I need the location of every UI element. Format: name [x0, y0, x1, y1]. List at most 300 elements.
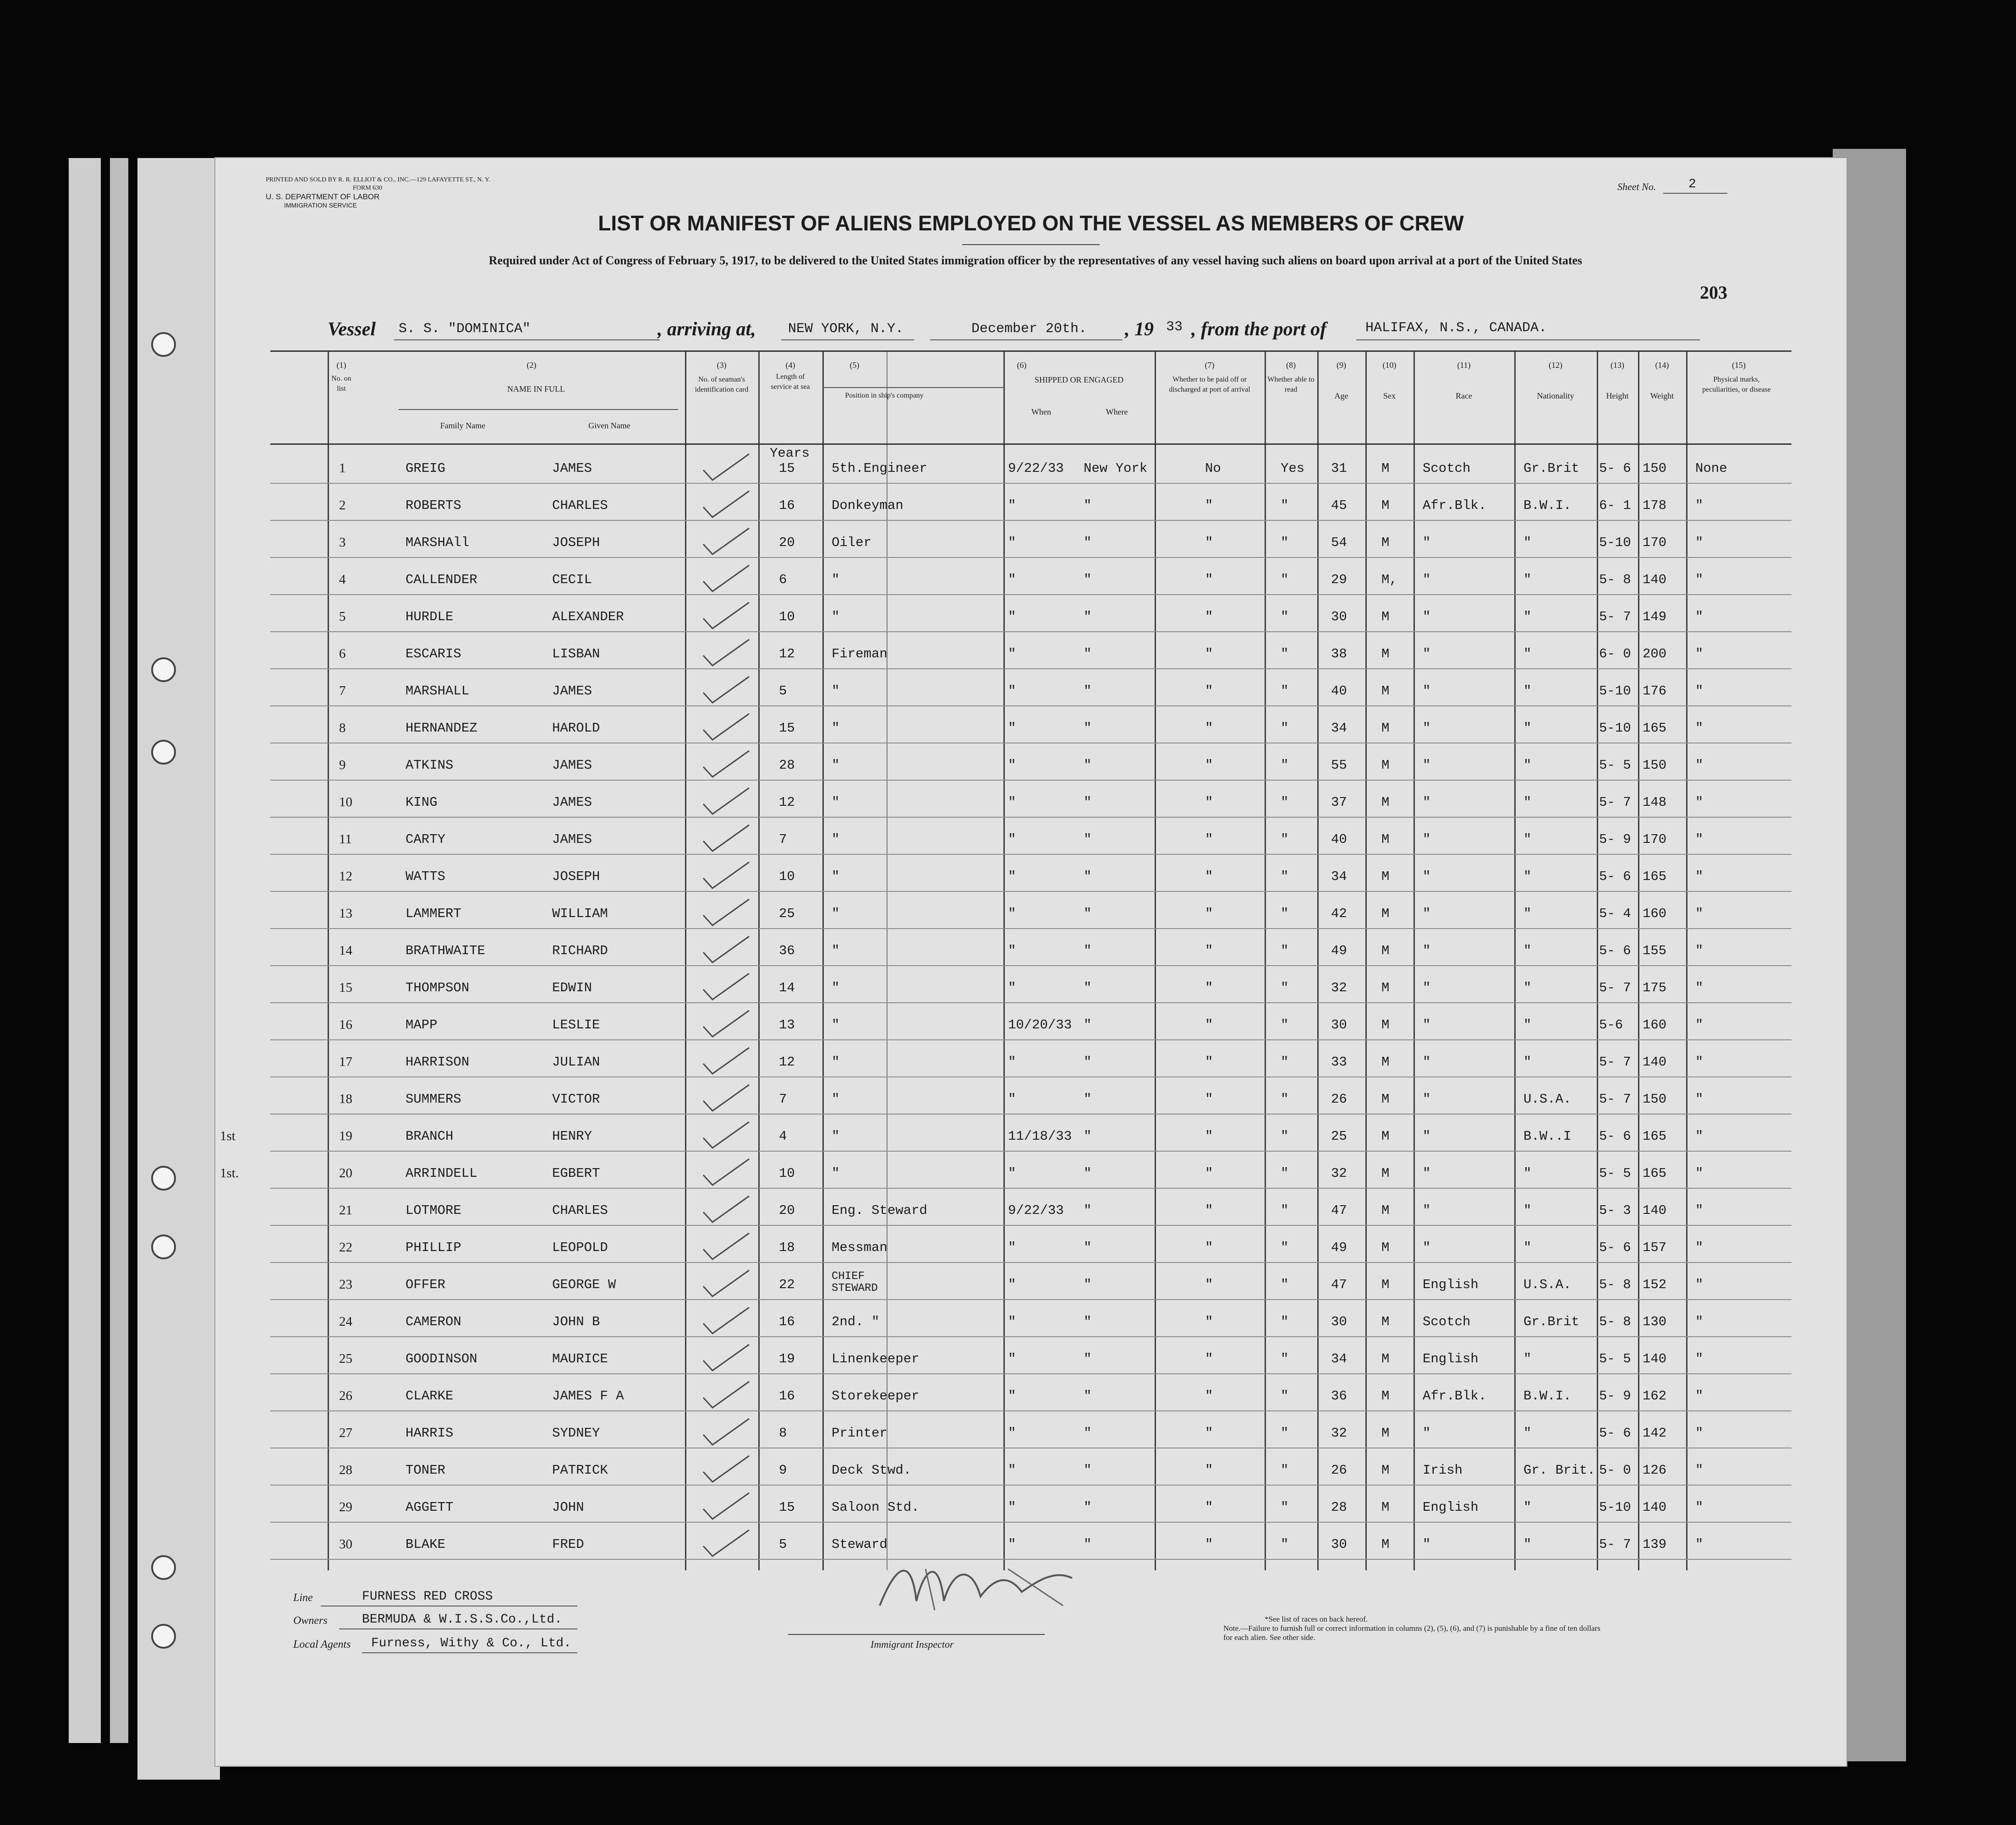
position: " — [832, 1055, 840, 1070]
given-name: CHARLES — [552, 1203, 608, 1218]
shipped-where: " — [1084, 980, 1092, 995]
check-mark-icon — [701, 1045, 751, 1077]
row-rule — [270, 668, 1791, 669]
row-rule — [270, 1151, 1791, 1152]
weight: 126 — [1643, 1463, 1667, 1478]
able-to-read: " — [1281, 498, 1289, 513]
weight: 140 — [1643, 1351, 1667, 1366]
position: " — [832, 1092, 840, 1107]
age: 33 — [1331, 1055, 1347, 1070]
col4-num: (4) — [785, 361, 795, 370]
row-rule — [270, 557, 1791, 558]
height: 5-10 — [1599, 683, 1631, 699]
weight: 165 — [1643, 721, 1667, 736]
col8-label: Whether able to read — [1267, 376, 1315, 393]
position: Oiler — [832, 535, 872, 550]
race: Scotch — [1423, 1314, 1471, 1329]
age: 47 — [1331, 1277, 1347, 1292]
given-name: PATRICK — [552, 1463, 608, 1478]
able-to-read: " — [1281, 1240, 1289, 1255]
service-years: 10 — [779, 609, 795, 624]
shipped-where: " — [1084, 869, 1092, 884]
able-to-read: Yes — [1281, 461, 1305, 476]
footer-owners-value: BERMUDA & W.I.S.S.Co.,Ltd. — [362, 1612, 562, 1627]
shipped-where: " — [1084, 1426, 1092, 1441]
inspector-label: Immigrant Inspector — [871, 1639, 954, 1650]
age: 30 — [1331, 1017, 1347, 1033]
paid-off: " — [1205, 683, 1213, 699]
row-rule — [270, 780, 1791, 781]
col2-given: Given Name — [588, 421, 630, 430]
row-number: 15 — [339, 980, 352, 995]
nationality: " — [1523, 1166, 1532, 1181]
service-years: 8 — [779, 1426, 787, 1441]
row-number: 4 — [339, 572, 346, 587]
race: Afr.Blk. — [1423, 498, 1487, 513]
service-years: 10 — [779, 1166, 795, 1181]
able-to-read: " — [1281, 572, 1289, 587]
shipped-when: " — [1008, 1277, 1016, 1292]
family-name: LAMMERT — [405, 906, 461, 921]
service-years: 4 — [779, 1129, 787, 1144]
punch-hole — [151, 1624, 176, 1649]
shipped-where: " — [1084, 1351, 1092, 1366]
shipped-when: " — [1008, 869, 1016, 884]
col7-label: Whether to be paid off or discharged at port of arrival — [1169, 376, 1250, 393]
able-to-read: " — [1281, 795, 1289, 810]
paid-off: No — [1205, 461, 1221, 476]
row-rule — [270, 891, 1791, 892]
paid-off: " — [1205, 943, 1213, 958]
physical-marks: " — [1695, 1240, 1704, 1255]
col11-num: (11) — [1457, 361, 1471, 370]
physical-marks: " — [1695, 572, 1704, 587]
shipped-when: " — [1008, 1314, 1016, 1329]
col5-num: (5) — [849, 361, 860, 370]
check-mark-icon — [701, 1305, 751, 1337]
paid-off: " — [1205, 906, 1213, 921]
able-to-read: " — [1281, 721, 1289, 736]
col-divider — [1365, 352, 1367, 1570]
col-divider — [1155, 352, 1156, 1570]
footer-agents-underline — [362, 1652, 577, 1653]
age: 36 — [1331, 1388, 1347, 1404]
shipped-where: " — [1084, 906, 1092, 921]
physical-marks: " — [1695, 1500, 1704, 1515]
age: 40 — [1331, 683, 1347, 699]
age: 38 — [1331, 646, 1347, 661]
sex: M — [1381, 721, 1390, 736]
race: " — [1423, 683, 1431, 699]
paid-off: " — [1205, 980, 1213, 995]
row-number: 9 — [339, 758, 346, 772]
paid-off: " — [1205, 572, 1213, 587]
height: 5-6 — [1599, 1017, 1623, 1033]
shipped-where: " — [1084, 832, 1092, 847]
height: 5- 7 — [1599, 795, 1631, 810]
race: " — [1423, 646, 1431, 661]
family-name: OFFER — [405, 1277, 446, 1292]
given-name: HENRY — [552, 1129, 592, 1144]
shipped-where: " — [1084, 609, 1092, 624]
col-divider — [822, 352, 824, 1570]
row-rule — [270, 1299, 1791, 1300]
able-to-read: " — [1281, 1092, 1289, 1107]
sex: M — [1381, 869, 1390, 884]
nationality: " — [1523, 758, 1532, 773]
age: 49 — [1331, 1240, 1347, 1255]
height: 5- 8 — [1599, 572, 1631, 587]
year-suffix: 33 — [1166, 319, 1183, 335]
col5-label: Position in ship's company — [845, 392, 924, 399]
age: 26 — [1331, 1092, 1347, 1107]
row-rule — [270, 1188, 1791, 1189]
physical-marks: " — [1695, 795, 1704, 810]
row-rule — [270, 817, 1791, 818]
check-mark-icon — [701, 860, 751, 892]
nationality: Gr. Brit. — [1523, 1463, 1595, 1478]
row-rule — [270, 1114, 1791, 1115]
nationality: " — [1523, 795, 1532, 810]
check-mark-icon — [701, 1528, 751, 1560]
service-years: 18 — [779, 1240, 795, 1255]
weight: 140 — [1643, 1203, 1667, 1218]
physical-marks: " — [1695, 535, 1704, 550]
height: 5- 9 — [1599, 1388, 1631, 1404]
row-rule — [270, 594, 1791, 595]
document-subtitle: Required under Act of Congress of February 5, 1917, to be delivered to the United States immigration officer by the representatives of any vessel having such aliens on board upon arrival at a port of the United States — [488, 254, 1583, 267]
family-name: GOODINSON — [405, 1351, 477, 1366]
footer-line-label: Line — [293, 1592, 313, 1604]
family-name: MAPP — [405, 1017, 438, 1033]
col8-num: (8) — [1286, 361, 1296, 370]
age: 28 — [1331, 1500, 1347, 1515]
paid-off: " — [1205, 1463, 1213, 1478]
able-to-read: " — [1281, 869, 1289, 884]
weight: 165 — [1643, 1166, 1667, 1181]
punch-hole — [151, 657, 176, 682]
row-rule — [270, 1002, 1791, 1003]
row-rule — [270, 1522, 1791, 1523]
row-number: 23 — [339, 1277, 352, 1292]
family-name: AGGETT — [405, 1500, 454, 1515]
age: 34 — [1331, 1351, 1347, 1366]
given-name: JAMES F A — [552, 1388, 624, 1404]
vessel-underline — [394, 339, 660, 340]
col-divider — [1514, 352, 1516, 1570]
physical-marks: " — [1695, 1537, 1704, 1552]
row-rule — [270, 1039, 1791, 1040]
shipped-where: " — [1084, 795, 1092, 810]
family-name: HURDLE — [405, 609, 454, 624]
height: 5- 6 — [1599, 1240, 1631, 1255]
physical-marks: None — [1695, 461, 1727, 476]
shipped-when: " — [1008, 980, 1016, 995]
age: 26 — [1331, 1463, 1347, 1478]
able-to-read: " — [1281, 1314, 1289, 1329]
check-mark-icon — [701, 452, 751, 484]
weight: 165 — [1643, 1129, 1667, 1144]
family-name: BLAKE — [405, 1537, 446, 1552]
given-name: SYDNEY — [552, 1426, 600, 1441]
service-years: 19 — [779, 1351, 795, 1366]
col9-label: Age — [1334, 391, 1348, 400]
race: " — [1423, 906, 1431, 921]
able-to-read: " — [1281, 1537, 1289, 1552]
shipped-when: " — [1008, 795, 1016, 810]
given-name: GEORGE W — [552, 1277, 616, 1292]
shipped-where: " — [1084, 1092, 1092, 1107]
from-port: HALIFAX, N.S., CANADA. — [1365, 320, 1547, 336]
nationality: " — [1523, 869, 1532, 884]
height: 5-10 — [1599, 535, 1631, 550]
printer-line: PRINTED AND SOLD BY R. R. ELLIOT & CO., INC.—129 LAFAYETTE ST., N. Y. — [266, 176, 490, 183]
row-number: 14 — [339, 943, 352, 958]
shipped-where: " — [1084, 1240, 1092, 1255]
sex: M — [1381, 1537, 1390, 1552]
sex: M — [1381, 1351, 1390, 1366]
check-mark-icon — [701, 1268, 751, 1300]
sex: M — [1381, 461, 1390, 476]
family-name: ROBERTS — [405, 498, 461, 513]
age: 25 — [1331, 1129, 1347, 1144]
service-years: 15 — [779, 461, 795, 476]
row-number: 12 — [339, 869, 352, 884]
age: 42 — [1331, 906, 1347, 921]
paid-off: " — [1205, 609, 1213, 624]
col9-num: (9) — [1337, 361, 1346, 370]
physical-marks: " — [1695, 980, 1704, 995]
age: 40 — [1331, 832, 1347, 847]
age: 32 — [1331, 1426, 1347, 1441]
shipped-when: " — [1008, 683, 1016, 699]
row-number: 19 — [339, 1129, 352, 1143]
physical-marks: " — [1695, 1129, 1704, 1144]
physical-marks: " — [1695, 906, 1704, 921]
header-bottom-rule — [270, 443, 1791, 445]
paid-off: " — [1205, 535, 1213, 550]
given-name: LEOPOLD — [552, 1240, 608, 1255]
height: 5- 6 — [1599, 461, 1631, 476]
race: " — [1423, 1537, 1431, 1552]
physical-marks: " — [1695, 758, 1704, 773]
row-rule — [270, 1485, 1791, 1486]
race: English — [1423, 1500, 1479, 1515]
able-to-read: " — [1281, 1203, 1289, 1218]
col-divider — [1003, 352, 1005, 1570]
col-divider — [685, 352, 686, 1570]
service-years: 9 — [779, 1463, 787, 1478]
col-divider — [1413, 352, 1415, 1570]
physical-marks: " — [1695, 1426, 1704, 1441]
service-years: 12 — [779, 1055, 795, 1070]
check-mark-icon — [701, 489, 751, 521]
age: 47 — [1331, 1203, 1347, 1218]
weight: 150 — [1643, 1092, 1667, 1107]
race: Scotch — [1423, 461, 1471, 476]
family-name: KING — [405, 795, 438, 810]
able-to-read: " — [1281, 1463, 1289, 1478]
race: " — [1423, 795, 1431, 810]
height: 5- 5 — [1599, 1166, 1631, 1181]
position: " — [832, 943, 840, 958]
row-number: 24 — [339, 1314, 352, 1329]
sex: M — [1381, 1314, 1390, 1329]
service-years: 12 — [779, 646, 795, 661]
height: 5- 7 — [1599, 1055, 1631, 1070]
col6-num: (6) — [1017, 361, 1027, 370]
service-years: 7 — [779, 832, 787, 847]
position: " — [832, 683, 840, 699]
check-mark-icon — [701, 934, 751, 966]
weight: 170 — [1643, 832, 1667, 847]
nationality: " — [1523, 980, 1532, 995]
row-rule — [270, 483, 1791, 484]
row-number: 27 — [339, 1426, 352, 1440]
punch-hole — [151, 332, 176, 357]
race: English — [1423, 1351, 1479, 1366]
sex: M — [1381, 1388, 1390, 1404]
able-to-read: " — [1281, 1166, 1289, 1181]
height: 5- 5 — [1599, 1351, 1631, 1366]
service-years: 20 — [779, 535, 795, 550]
height: 5- 6 — [1599, 1129, 1631, 1144]
position: 5th.Engineer — [832, 461, 927, 476]
row-number: 13 — [339, 906, 352, 921]
position: " — [832, 609, 840, 624]
col2-family: Family Name — [440, 421, 486, 430]
service-years: 16 — [779, 1388, 795, 1404]
height: 5- 3 — [1599, 1203, 1631, 1218]
race: " — [1423, 758, 1431, 773]
shipped-where: " — [1084, 1129, 1092, 1144]
row-number: 11 — [339, 832, 352, 847]
weight: 155 — [1643, 943, 1667, 958]
family-name: CALLENDER — [405, 572, 477, 587]
note-fine: Note.—Failure to furnish full or correct information in columns (2), (5), (6), and (7) is punishable by a fine of ten dollars for each alien. See other side. — [1223, 1624, 1600, 1642]
inspector-line — [788, 1634, 1045, 1635]
paid-off: " — [1205, 869, 1213, 884]
col1-num: (1) — [336, 361, 346, 370]
col10-label: Sex — [1383, 391, 1396, 400]
nationality: " — [1523, 1055, 1532, 1070]
given-name: JAMES — [552, 795, 592, 810]
weight: 160 — [1643, 906, 1667, 921]
weight: 142 — [1643, 1426, 1667, 1441]
col2-num: (2) — [526, 361, 537, 370]
row-number: 21 — [339, 1203, 352, 1218]
weight: 157 — [1643, 1240, 1667, 1255]
row-rule — [270, 965, 1791, 966]
paid-off: " — [1205, 1426, 1213, 1441]
nationality: " — [1523, 1203, 1532, 1218]
shipped-when: " — [1008, 758, 1016, 773]
able-to-read: " — [1281, 1351, 1289, 1366]
physical-marks: " — [1695, 1203, 1704, 1218]
given-name: RICHARD — [552, 943, 608, 958]
row-rule — [270, 1262, 1791, 1263]
punch-hole — [151, 1555, 176, 1580]
position: " — [832, 869, 840, 884]
service-years: 14 — [779, 980, 795, 995]
paid-off: " — [1205, 1129, 1213, 1144]
given-name: MAURICE — [552, 1351, 608, 1366]
family-name: HARRISON — [405, 1055, 470, 1070]
col15-num: (15) — [1732, 361, 1746, 370]
shipped-when: " — [1008, 609, 1016, 624]
race: " — [1423, 535, 1431, 550]
sex: M — [1381, 609, 1390, 624]
col1-label: No. on list — [331, 375, 351, 393]
check-mark-icon — [701, 674, 751, 706]
race: Afr.Blk. — [1423, 1388, 1487, 1404]
family-name: HERNANDEZ — [405, 721, 477, 736]
film-edge-left — [69, 158, 101, 1743]
shipped-when: " — [1008, 1240, 1016, 1255]
race: " — [1423, 1017, 1431, 1033]
paid-off: " — [1205, 1500, 1213, 1515]
years-label: Years — [770, 446, 810, 461]
sex: M — [1381, 1277, 1390, 1292]
nationality: B.W.I. — [1523, 1388, 1572, 1404]
family-name: BRATHWAITE — [405, 943, 486, 958]
sheet-number-line — [1663, 193, 1727, 194]
check-mark-icon — [701, 1491, 751, 1523]
check-mark-icon — [701, 786, 751, 818]
nationality: " — [1523, 1500, 1532, 1515]
shipped-where: " — [1084, 721, 1092, 736]
paid-off: " — [1205, 1351, 1213, 1366]
race: Irish — [1423, 1463, 1463, 1478]
nationality: " — [1523, 535, 1532, 550]
row-number: 5 — [339, 609, 346, 624]
physical-marks: " — [1695, 1017, 1704, 1033]
sex: M — [1381, 980, 1390, 995]
race: " — [1423, 1426, 1431, 1441]
shipped-where: " — [1084, 1017, 1092, 1033]
age: 34 — [1331, 721, 1347, 736]
weight: 150 — [1643, 461, 1667, 476]
sex: M — [1381, 1055, 1390, 1070]
manifest-table — [220, 350, 1791, 1570]
given-name: CECIL — [552, 572, 592, 587]
position: Donkeyman — [832, 498, 904, 513]
weight: 140 — [1643, 1055, 1667, 1070]
shipped-when: 11/18/33 — [1008, 1129, 1072, 1144]
paid-off: " — [1205, 646, 1213, 661]
given-name: EGBERT — [552, 1166, 600, 1181]
service-years: 20 — [779, 1203, 795, 1218]
paid-off: " — [1205, 1388, 1213, 1404]
row-number: 10 — [339, 795, 352, 809]
shipped-when: " — [1008, 1092, 1016, 1107]
given-name: JULIAN — [552, 1055, 600, 1070]
check-mark-icon — [701, 897, 751, 929]
given-name: WILLIAM — [552, 906, 608, 921]
shipped-when: 9/22/33 — [1008, 461, 1064, 476]
footer-agents-label: Local Agents — [293, 1639, 351, 1650]
family-name: TONER — [405, 1463, 446, 1478]
paid-off: " — [1205, 795, 1213, 810]
given-name: JOHN — [552, 1500, 584, 1515]
col2-label: NAME IN FULL — [507, 384, 565, 393]
height: 5- 0 — [1599, 1463, 1631, 1478]
margin-note: 1st. — [220, 1166, 239, 1180]
shipped-where: " — [1084, 683, 1092, 699]
race: English — [1423, 1277, 1479, 1292]
height: 5- 4 — [1599, 906, 1631, 921]
given-name: HAROLD — [552, 721, 600, 736]
